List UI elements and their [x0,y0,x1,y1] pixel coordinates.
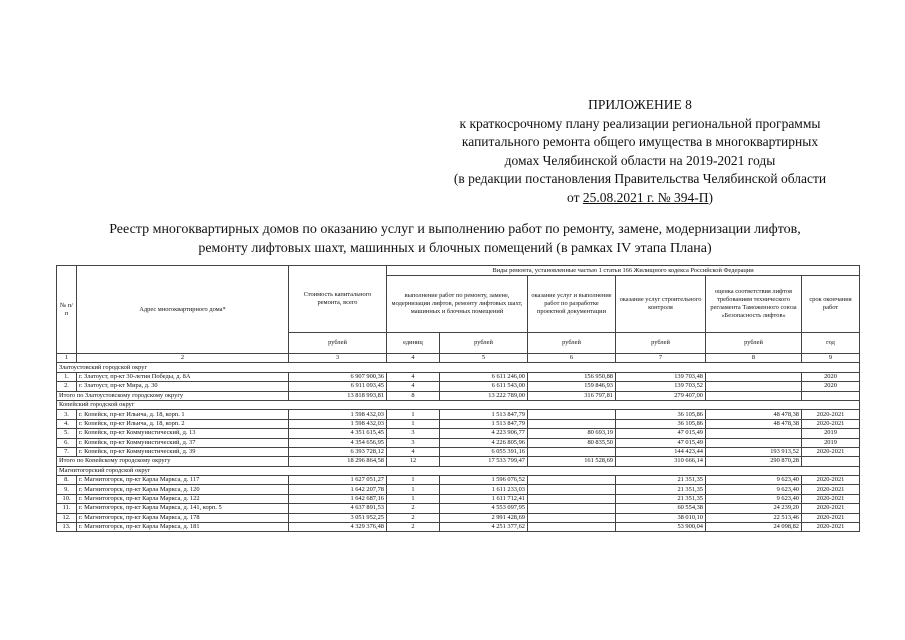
data-cell [706,372,802,381]
data-cell: 2020-2021 [802,476,860,485]
total-cell: 316 797,81 [528,391,616,400]
address-cell: г. Магнитогорск, пр-кт Карла Маркса, д. 120 [77,485,289,494]
data-cell: 12. [57,513,77,522]
data-cell [528,447,616,456]
data-cell: 24 098,82 [706,523,802,532]
data-cell: 48 478,38 [706,410,802,419]
data-cell: 2020 [802,382,860,391]
unit-cell: рублей [289,333,387,354]
data-cell: 3 [387,438,440,447]
address-cell: г. Магнитогорск, пр-кт Карла Маркса, д. 178 [77,513,289,522]
unit-cell: рублей [440,333,528,354]
data-cell: 6 907 900,36 [289,372,387,381]
data-cell: 1 [387,410,440,419]
appendix-number: ПРИЛОЖЕНИЕ 8 [588,97,692,112]
address-cell: г. Копейск, пр-кт Ильича, д. 18, корп. 2 [77,419,289,428]
col-deadline-header: срок окончания работ [802,276,860,333]
section-title: Магнитогорский городской округ [57,466,860,475]
data-cell: 2020-2021 [802,523,860,532]
data-cell: 2 [387,523,440,532]
unit-cell: рублей [528,333,616,354]
data-cell: 139 703,52 [616,382,706,391]
data-cell: 9. [57,485,77,494]
data-cell: 1 598 432,03 [289,419,387,428]
data-cell: 3 051 952,25 [289,513,387,522]
data-cell: 36 105,86 [616,419,706,428]
data-cell: 4 354 656,95 [289,438,387,447]
data-cell: 1 [387,476,440,485]
data-cell: 1 [387,419,440,428]
data-cell: 3. [57,410,77,419]
total-row [57,391,860,400]
table-row [57,485,860,494]
unit-cell: единиц [387,333,440,354]
data-cell: 1 513 847,79 [440,410,528,419]
data-cell: 2 [387,513,440,522]
data-cell: 1 [387,494,440,503]
address-cell: г. Копейск, пр-кт Коммунистический, д. 39 [77,447,289,456]
table-row [57,494,860,503]
column-number-cell: 9 [802,354,860,363]
data-cell: 193 913,52 [706,447,802,456]
col-assessment-header: оценка соответствия лифтов требованиям технического регламента Таможенного союза «Безопасность лифтов» [706,276,802,333]
data-cell: 1 513 847,79 [440,419,528,428]
data-cell: 6. [57,438,77,447]
table-row [57,410,860,419]
data-cell: 21 351,35 [616,494,706,503]
total-cell: 279 407,00 [616,391,706,400]
table-row [57,372,860,381]
data-cell: 7. [57,447,77,456]
total-cell: 161 528,69 [528,457,616,466]
address-cell: г. Магнитогорск, пр-кт Карла Маркса, д. 181 [77,523,289,532]
data-cell: 48 478,38 [706,419,802,428]
column-number-cell: 5 [440,354,528,363]
data-cell: 1 [387,485,440,494]
data-cell [528,494,616,503]
data-cell: 24 239,20 [706,504,802,513]
data-cell: 2 991 428,69 [440,513,528,522]
data-cell: 4 [387,372,440,381]
data-cell: 2020-2021 [802,419,860,428]
appendix-header [420,96,860,207]
col-number-header: № п/п [57,266,77,354]
data-cell: 6 393 728,12 [289,447,387,456]
date-suffix: ) [708,189,713,205]
data-cell: 53 900,04 [616,523,706,532]
data-cell: 21 351,35 [616,476,706,485]
data-cell: 3 [387,429,440,438]
data-cell: 159 846,93 [528,382,616,391]
col-address-header: Адрес многоквартирного дома* [77,266,289,354]
data-cell: 2020-2021 [802,494,860,503]
data-cell: 9 623,40 [706,476,802,485]
data-cell: 1. [57,372,77,381]
address-cell: г. Магнитогорск, пр-кт Карла Маркса, д. 117 [77,476,289,485]
data-cell: 5. [57,429,77,438]
col-control-header: оказание услуг строительного контроля [616,276,706,333]
data-cell: 4 351 615,45 [289,429,387,438]
total-cell: 310 666,14 [616,457,706,466]
data-cell: 4. [57,419,77,428]
total-row [57,457,860,466]
data-cell: 4 [387,382,440,391]
data-cell [706,382,802,391]
data-cell: 1 611 233,03 [440,485,528,494]
data-cell: 4 329 376,48 [289,523,387,532]
data-cell: 47 015,49 [616,429,706,438]
data-cell: 2020-2021 [802,485,860,494]
column-number-cell: 3 [289,354,387,363]
data-cell [528,485,616,494]
column-number-cell: 4 [387,354,440,363]
address-cell: г. Златоуст, пр-кт 30-летия Победы, д. 8А [77,372,289,381]
section-title: Златоустовский городской округ [57,363,860,372]
data-cell: 139 703,48 [616,372,706,381]
column-number-cell: 2 [77,354,289,363]
data-cell: 9 623,40 [706,485,802,494]
resolution-reference: 25.08.2021 г. № 394-П [582,189,709,205]
data-cell: 2020-2021 [802,410,860,419]
data-cell: 4 553 097,95 [440,504,528,513]
data-cell [528,523,616,532]
table-row [57,382,860,391]
address-cell: г. Златоуст, пр-кт Мира, д. 30 [77,382,289,391]
section-row [57,363,860,372]
data-cell: 10. [57,494,77,503]
data-cell: 1 627 051,27 [289,476,387,485]
date-prefix: от [567,189,583,205]
total-label: Итого по Златоустовскому городскому округу [57,391,289,400]
repair-types-header: Виды ремонта, установленные частью 1 статьи 166 Жилищного кодекса Российской Федерации [387,266,860,276]
total-cell [802,391,860,400]
section-row [57,466,860,475]
total-cell: 12 [387,457,440,466]
data-cell: 4 251 377,62 [440,523,528,532]
data-cell: 6 611 543,00 [440,382,528,391]
table-row [57,419,860,428]
total-cell [802,457,860,466]
data-cell [528,410,616,419]
data-cell: 80 835,50 [528,438,616,447]
address-cell: г. Копейск, пр-кт Ильича, д. 18, корп. 1 [77,410,289,419]
data-cell: 47 015,49 [616,438,706,447]
data-cell: 11. [57,504,77,513]
data-cell: 156 950,88 [528,372,616,381]
data-cell: 80 693,19 [528,429,616,438]
title-line: ремонту лифтовых шахт, машинных и блочных помещений (в рамках IV этапа Плана) [198,241,712,256]
address-cell: г. Копейск, пр-кт Коммунистический, д. 37 [77,438,289,447]
data-cell: 8. [57,476,77,485]
data-cell: 4 223 906,77 [440,429,528,438]
data-cell [528,513,616,522]
total-cell [706,391,802,400]
data-cell [706,429,802,438]
column-number-cell: 1 [57,354,77,363]
total-cell: 290 870,28 [706,457,802,466]
data-cell: 13. [57,523,77,532]
data-cell: 2020-2021 [802,447,860,456]
data-cell [528,419,616,428]
column-number-cell: 6 [528,354,616,363]
table-row [57,476,860,485]
total-cell: 17 533 799,47 [440,457,528,466]
table-row [57,513,860,522]
unit-cell: год [802,333,860,354]
address-cell: г. Магнитогорск, пр-кт Карла Маркса, д. 141, корп. 5 [77,504,289,513]
data-cell: 4 226 805,96 [440,438,528,447]
title-line: Реестр многоквартирных домов по оказанию услуг и выполнению работ по ремонту, замене, модернизации лифтов, [109,222,801,237]
data-cell: 2020 [802,372,860,381]
data-cell: 22 513,46 [706,513,802,522]
address-cell: г. Копейск, пр-кт Коммунистический, д. 13 [77,429,289,438]
appendix-line: домах Челябинской области на 2019-2021 годы [504,152,776,168]
table-row [57,429,860,438]
appendix-line: к краткосрочному плану реализации региональной программы [459,115,821,131]
table-row [57,523,860,532]
data-cell: 1 642 687,16 [289,494,387,503]
data-cell [528,476,616,485]
column-number-cell: 8 [706,354,802,363]
appendix-line: (в редакции постановления Правительства Челябинской области [453,171,827,186]
section-title: Копейский городской округ [57,400,860,409]
address-cell: г. Магнитогорск, пр-кт Карла Маркса, д. 122 [77,494,289,503]
col-cost-header: Стоимость капитального ремонта, всего [289,266,387,333]
appendix-line: капитального ремонта общего имущества в многоквартирных [461,134,819,149]
registry-table [56,265,860,532]
data-cell: 2019 [802,438,860,447]
total-cell: 18 296 864,58 [289,457,387,466]
col-works-header: выполнение работ по ремонту, замене, модернизации лифтов, ремонту лифтовых шахт, машинных и блочных помещений [387,276,528,333]
data-cell: 2020-2021 [802,513,860,522]
data-cell: 1 611 712,41 [440,494,528,503]
data-cell: 1 598 432,03 [289,410,387,419]
data-cell: 6 911 093,45 [289,382,387,391]
table-row [57,447,860,456]
data-cell: 21 351,35 [616,485,706,494]
data-cell [528,504,616,513]
data-cell: 1 596 076,52 [440,476,528,485]
data-cell [706,438,802,447]
data-cell: 38 010,10 [616,513,706,522]
data-cell: 2. [57,382,77,391]
data-cell: 144 423,44 [616,447,706,456]
registry-title [40,220,870,258]
data-cell: 2 [387,504,440,513]
data-cell: 2020-2021 [802,504,860,513]
total-cell: 13 818 993,81 [289,391,387,400]
data-cell: 6 055 391,16 [440,447,528,456]
table-row [57,438,860,447]
appendix-date-line [420,189,860,208]
column-number-cell: 7 [616,354,706,363]
data-cell: 2019 [802,429,860,438]
total-cell: 8 [387,391,440,400]
unit-cell: рублей [616,333,706,354]
data-cell: 9 623,40 [706,494,802,503]
section-row [57,400,860,409]
total-cell: 13 222 789,00 [440,391,528,400]
unit-cell: рублей [706,333,802,354]
total-label: Итого по Копейскому городскому округу [57,457,289,466]
data-cell: 4 637 891,53 [289,504,387,513]
data-cell: 60 554,38 [616,504,706,513]
data-cell: 1 642 207,78 [289,485,387,494]
col-design-header: оказание услуг и выполнение работ по разработке проектной документации [528,276,616,333]
data-cell: 36 105,86 [616,410,706,419]
data-cell: 4 [387,447,440,456]
table-row [57,504,860,513]
data-cell: 6 611 246,00 [440,372,528,381]
